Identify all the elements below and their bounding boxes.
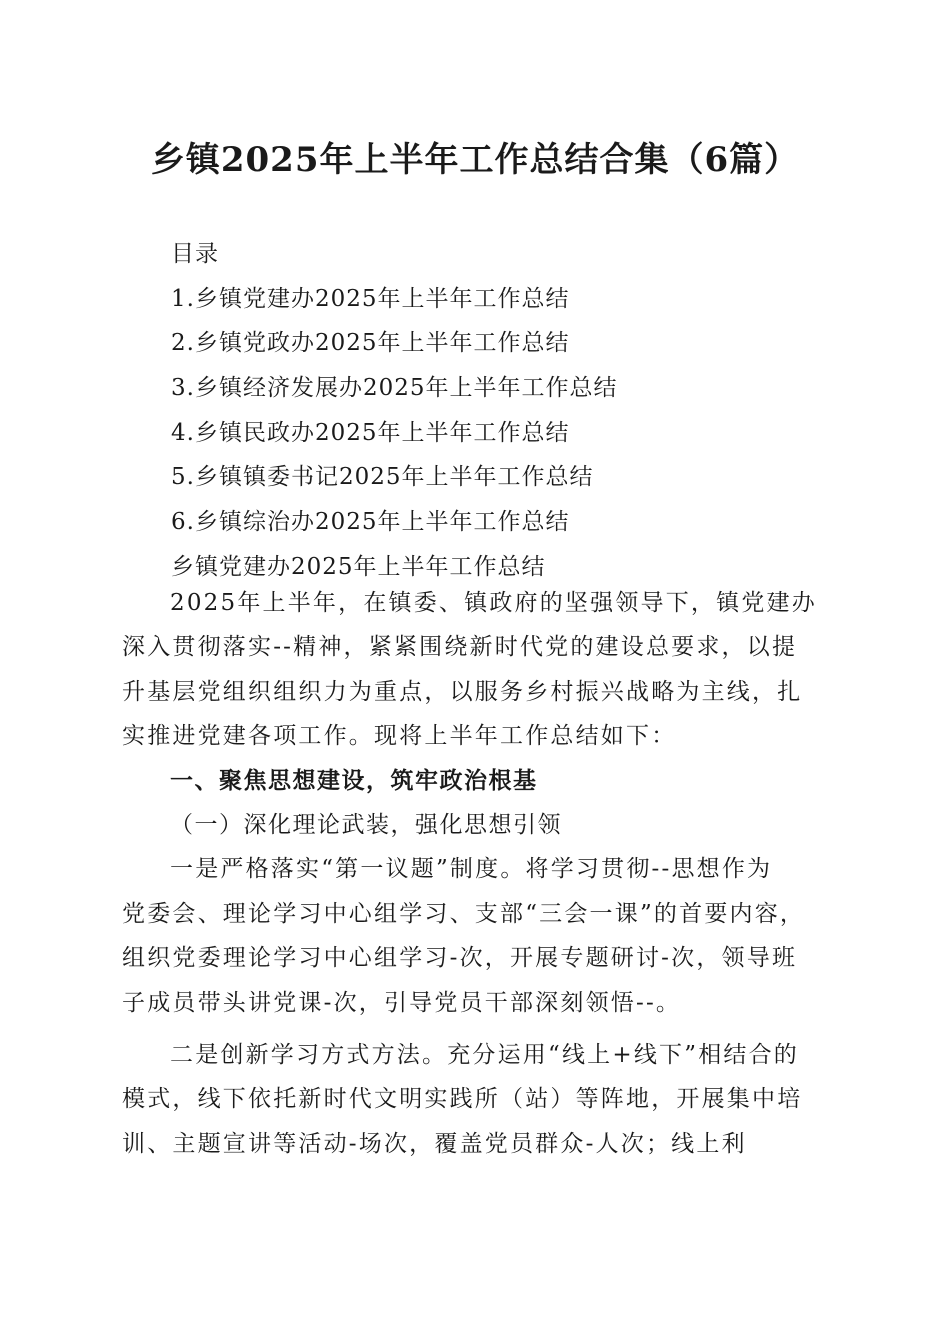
section-heading: 一、聚焦思想建设，筑牢政治根基	[170, 766, 538, 794]
paragraph-gap	[122, 1025, 828, 1033]
text-line: 子成员带头讲党课-次，引导党员干部深刻领悟--。	[122, 989, 682, 1016]
text-line: 模式，线下依托新时代文明实践所（站）等阵地，开展集中培	[122, 1086, 803, 1113]
toc-item[interactable]: 2.乡镇党政办2025年上半年工作总结	[171, 330, 570, 357]
paragraph	[122, 1033, 828, 1166]
text-line: 深入贯彻落实--精神，紧紧围绕新时代党的建设总要求，以提	[122, 634, 798, 661]
paragraph	[122, 847, 828, 1025]
text-line: 2025年上半年，在镇委、镇政府的坚强领导下，镇党建办	[170, 590, 817, 616]
section-title: 乡镇党建办2025年上半年工作总结	[171, 553, 546, 580]
document-title: 乡镇2025年上半年工作总结合集（6篇）	[150, 140, 800, 180]
toc-item[interactable]: 4.乡镇民政办2025年上半年工作总结	[171, 419, 570, 446]
text-line: 一是严格落实“第一议题”制度。将学习贯彻--思想作为	[170, 856, 773, 883]
toc-heading: 目录	[171, 241, 219, 267]
text-line: 训、主题宣讲等活动-场次，覆盖党员群众-人次；线上利	[122, 1130, 747, 1157]
subsection-heading: （一）深化理论武装，强化思想引领	[170, 812, 562, 839]
toc-item[interactable]: 5.乡镇镇委书记2025年上半年工作总结	[171, 464, 594, 491]
text-line: 二是创新学习方式方法。充分运用“线上+线下”相结合的	[170, 1042, 799, 1069]
intro-paragraph	[122, 581, 828, 759]
document-body	[122, 581, 828, 1166]
text-line: 升基层党组织组织力为重点，以服务乡村振兴战略为主线，扎	[122, 678, 803, 705]
text-line: 党委会、理论学习中心组学习、支部“三会一课”的首要内容，	[122, 900, 806, 927]
toc-item[interactable]: 1.乡镇党建办2025年上半年工作总结	[171, 285, 570, 312]
table-of-contents	[171, 232, 851, 590]
text-line: 组织党委理论学习中心组学习-次，开展专题研讨-次，领导班	[122, 945, 798, 972]
toc-item[interactable]: 6.乡镇综治办2025年上半年工作总结	[171, 509, 570, 536]
toc-item[interactable]: 3.乡镇经济发展办2025年上半年工作总结	[171, 375, 618, 402]
text-line: 实推进党建各项工作。现将上半年工作总结如下：	[122, 723, 677, 750]
